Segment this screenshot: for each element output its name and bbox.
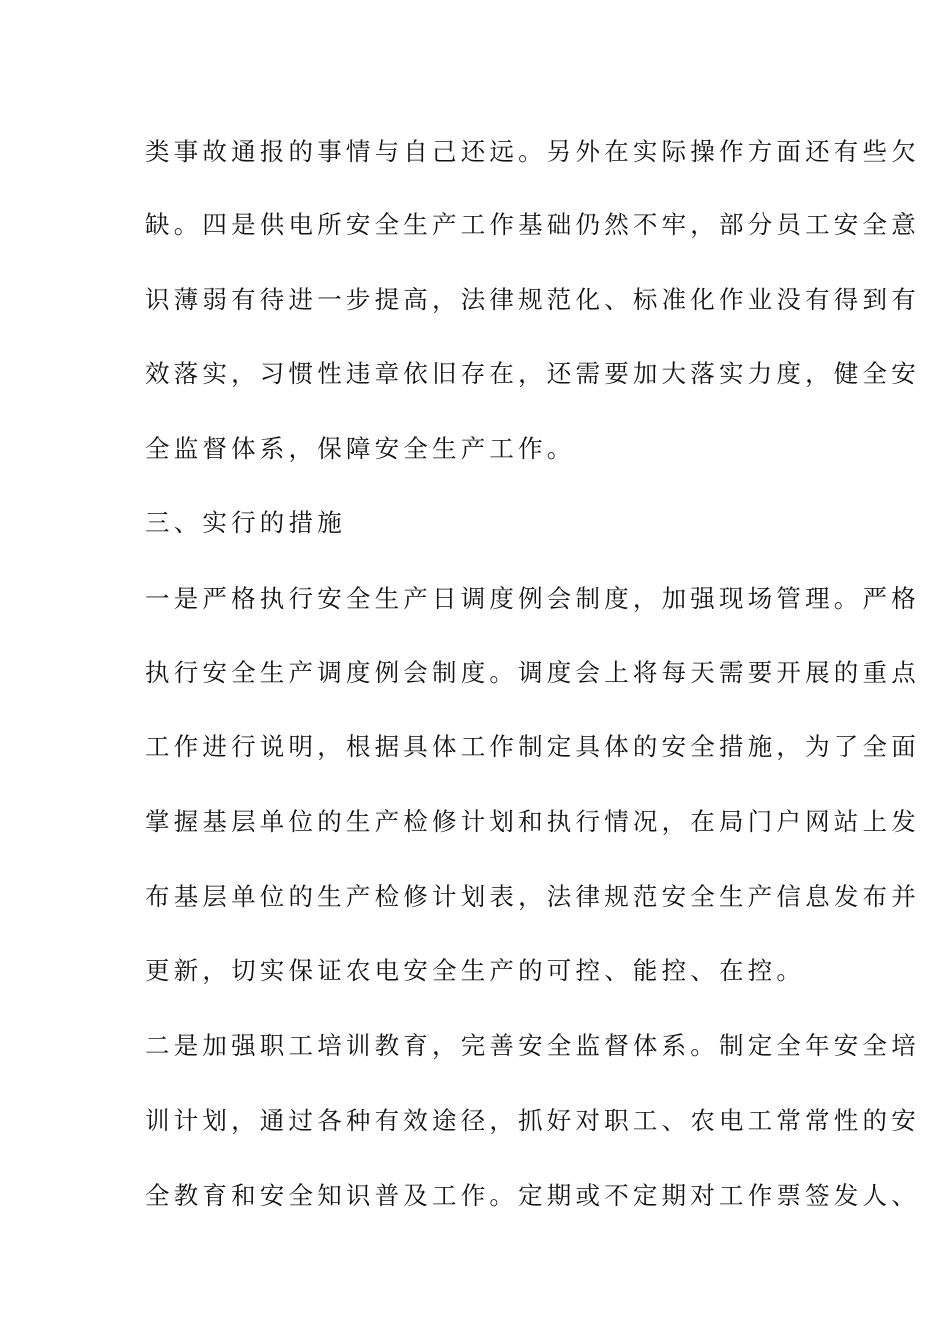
text-line: 布基层单位的生产检修计划表，法律规范安全生产信息发布并 bbox=[145, 882, 920, 911]
text-line: 全监督体系，保障安全生产工作。 bbox=[145, 434, 576, 463]
text-line: 掌握基层单位的生产检修计划和执行情况，在局门户网站上发 bbox=[145, 807, 920, 836]
text-line: 缺。四是供电所安全生产工作基础仍然不牢，部分员工安全意 bbox=[145, 210, 920, 239]
text-line: 效落实，习惯性违章依旧存在，还需要加大落实力度，健全安 bbox=[145, 359, 920, 388]
text-line-continuation: 类事故通报的事情与自己还远。另外在实际操作方面还有些欠 bbox=[145, 137, 920, 166]
text-line: 识薄弱有待进一步提高，法律规范化、标准化作业没有得到有 bbox=[145, 285, 920, 314]
section-heading: 三、实行的措施 bbox=[145, 508, 346, 537]
text-line: 更新，切实保证农电安全生产的可控、能控、在控。 bbox=[145, 956, 806, 985]
text-line: 训计划，通过各种有效途径，抓好对职工、农电工常常性的安 bbox=[145, 1106, 920, 1135]
text-line: 工作进行说明，根据具体工作制定具体的安全措施，为了全面 bbox=[145, 732, 920, 761]
paragraph-start-measure-one: 一是严格执行安全生产日调度例会制度，加强现场管理。严格 bbox=[145, 584, 920, 613]
text-line: 执行安全生产调度例会制度。调度会上将每天需要开展的重点 bbox=[145, 658, 920, 687]
paragraph-start-measure-two: 二是加强职工培训教育，完善安全监督体系。制定全年安全培 bbox=[145, 1031, 920, 1060]
text-line: 全教育和安全知识普及工作。定期或不定期对工作票签发人、 bbox=[145, 1181, 920, 1210]
